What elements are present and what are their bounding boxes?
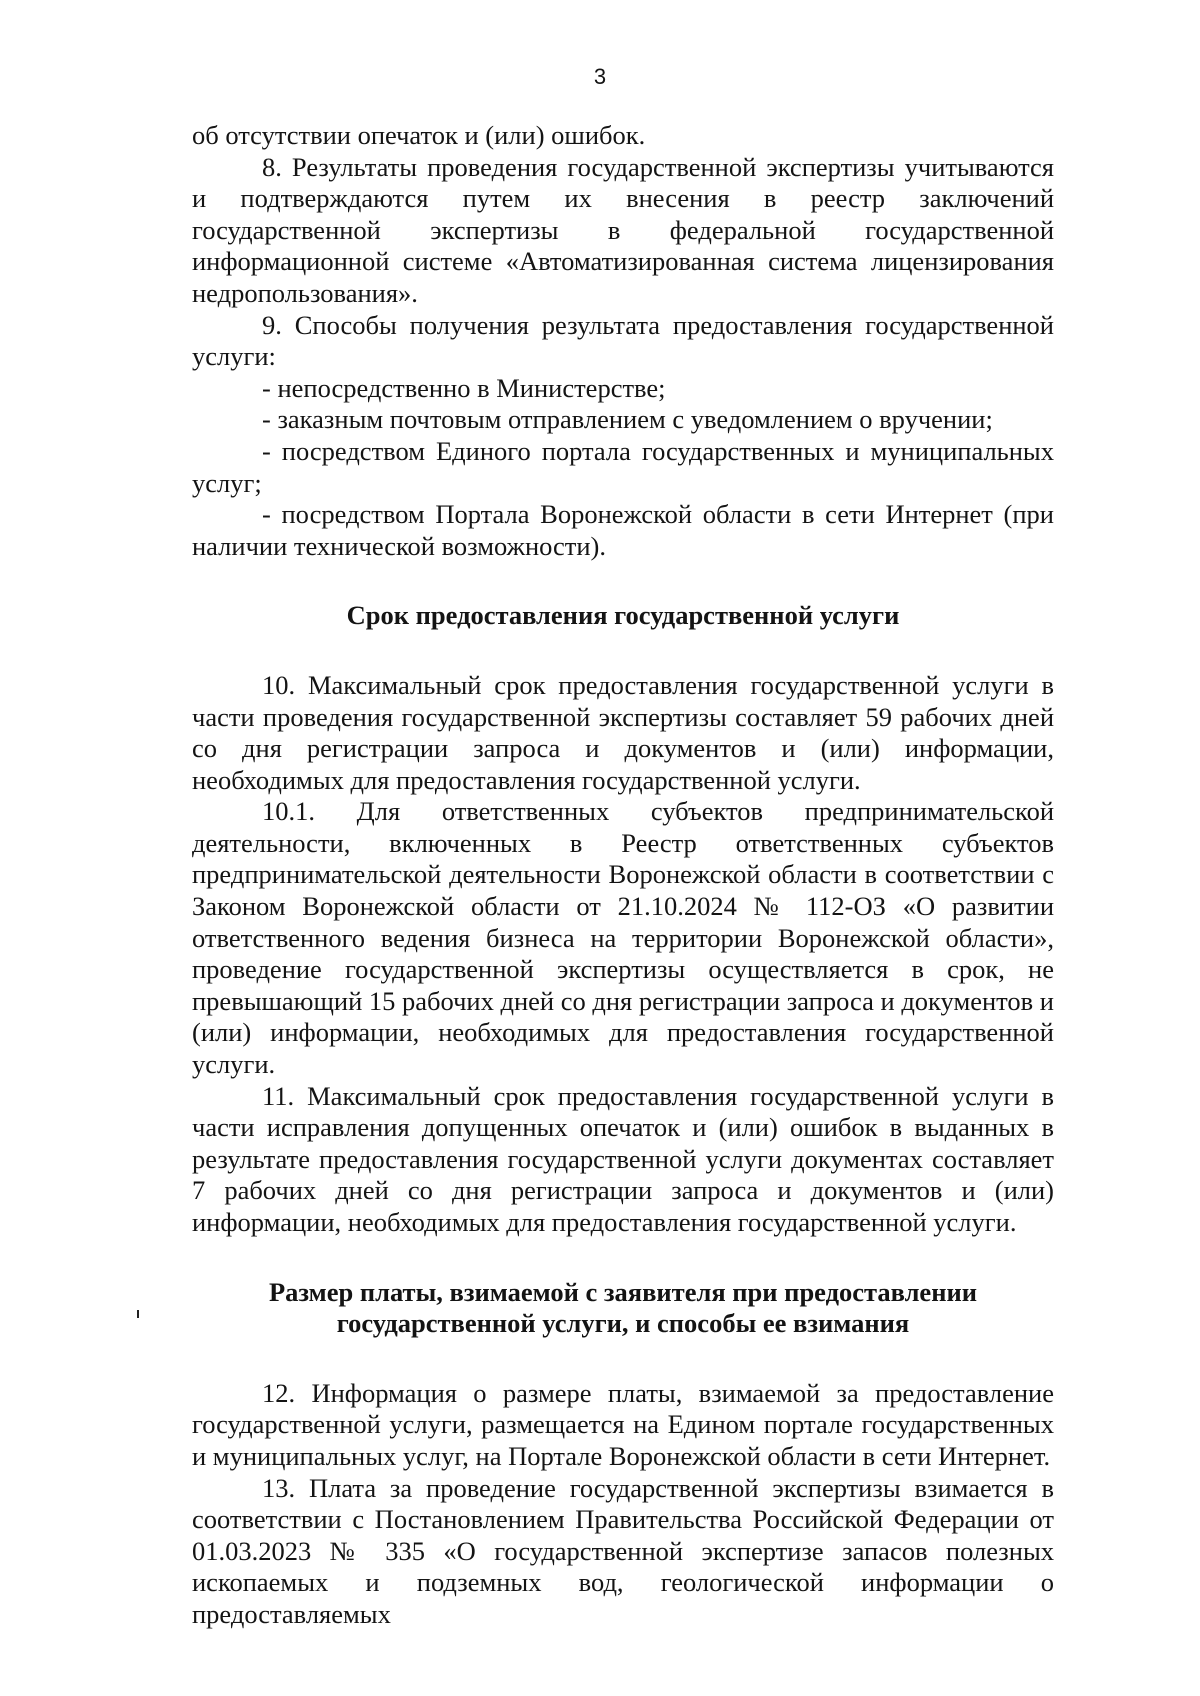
list-item: - непосредственно в Министерстве; [262, 372, 666, 403]
paragraph-item-10-1: 10.1. Для ответственных субъектов предпринимательской деятельности, включенных в Реестр ответственных субъектов предпринимательской деятельности Воронежской области в соответствии с Законом Воронежской области от 21.10.2024 № 112-ОЗ «О развитии ответственного ведения бизнеса на территории Воронежской области», проведение государственной экспертизы осуществляется в срок, не превышающий 15 рабочих дней со дня регистрации запроса и документов и (или) информации, необходимых для предоставления государственной услуги. [192, 796, 1054, 1080]
list-item: - посредством Портала Воронежской области в сети Интернет (при наличии технической возможности). [192, 499, 1054, 561]
paragraph-item-9: 9. Способы получения результата предоставления государственной услуги: [192, 309, 1054, 372]
scan-mark [137, 1310, 139, 1318]
section-heading: Срок предоставления государственной услуги [346, 600, 900, 631]
list-item: - посредством Единого портала государственных и муниципальных услуг; [192, 435, 1054, 498]
paragraph-item-8: 8. Результаты проведения государственной экспертизы учитываются и подтверждаются путем их внесения в реестр заключений государственной экспертизы в федеральной государственной информационной системе «Автоматизированная система лицензирования недропользования». [192, 151, 1054, 308]
paragraph: об отсутствии опечаток и (или) ошибок. [192, 120, 646, 150]
paragraph-item-12: 12. Информация о размере платы, взимаемой за предоставление государственной услуги, размещается на Едином портале государственных и муниципальных услуг, на Портале Воронежской области в сети Интернет. [192, 1377, 1054, 1471]
section-heading: Размер платы, взимаемой с заявителя при предоставлении государственной услуги, и способы ее взимания [268, 1276, 978, 1339]
page-number: 3 [593, 64, 607, 89]
document-body [192, 120, 1054, 1631]
paragraph-item-13: 13. Плата за проведение государственной экспертизы взимается в соответствии с Постановлением Правительства Российской Федерации от 01.03.2023 № 335 «О государственной экспертизе запасов полезных ископаемых и подземных вод, геологической информации о предоставляемых [192, 1472, 1054, 1629]
paragraph-item-11: 11. Максимальный срок предоставления государственной услуги в части исправления допущенных опечаток и (или) ошибок в выданных в результате предоставления государственной услуги документах составляет 7 рабочих дней со дня регистрации запроса и документов и (или) информации, необходимых для предоставления государственной услуги. [192, 1080, 1054, 1237]
paragraph-item-10: 10. Максимальный срок предоставления государственной услуги в части проведения государственной экспертизы составляет 59 рабочих дней со дня регистрации запроса и документов и (или) информации, необходимых для предоставления государственной услуги. [192, 669, 1054, 795]
list-item: - заказным почтовым отправлением с уведомлением о вручении; [262, 404, 993, 435]
